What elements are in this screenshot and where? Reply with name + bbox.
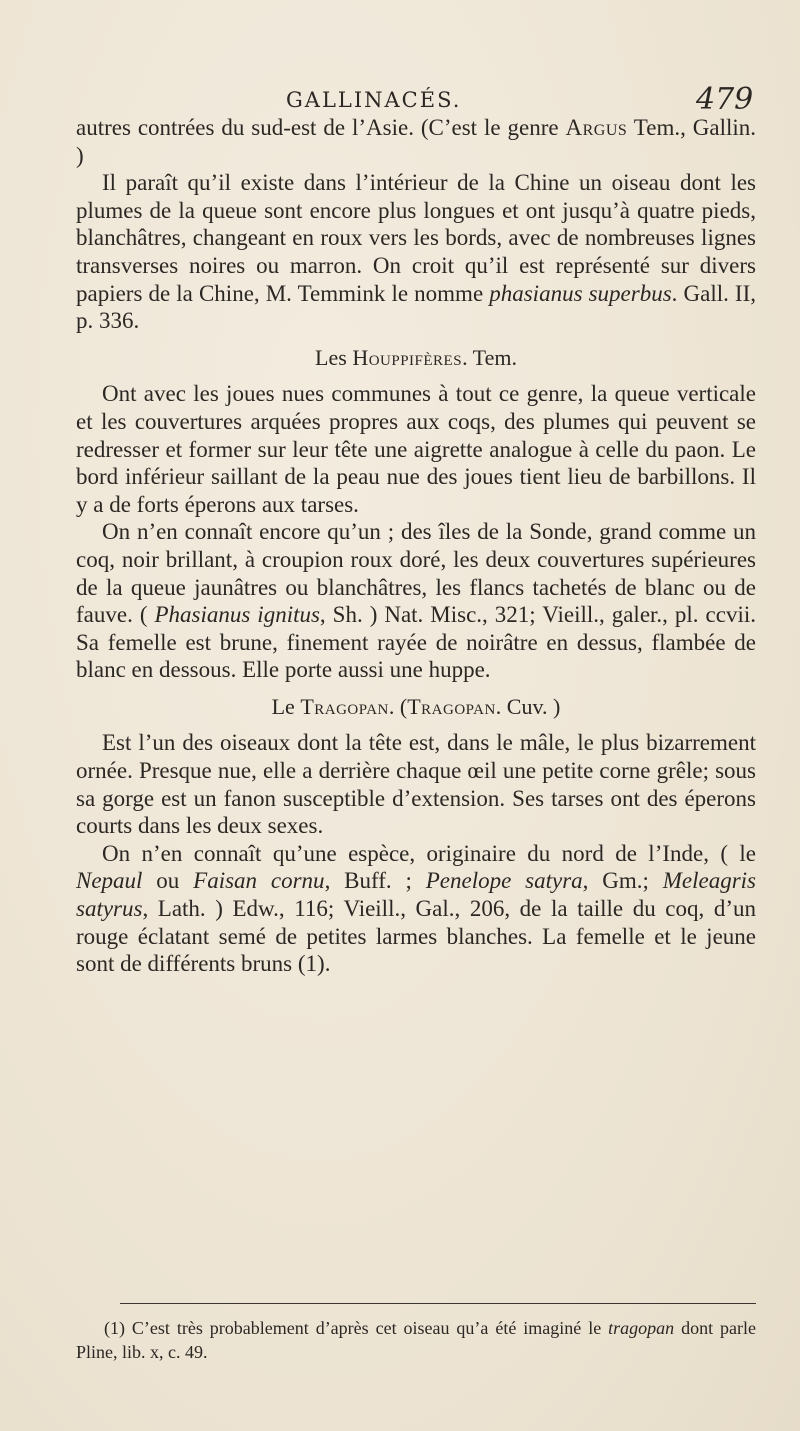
- footnote: (1) C’est très probablement d’après cet oiseau qu’a été imaginé le tragopan dont parle Pline, lib. x, c. 49.: [76, 1318, 756, 1362]
- species-name: phasianus superbus: [489, 280, 672, 306]
- paragraph-houppiferes-description: Ont avec les joues nues communes à tout ce genre, la queue verticale et les couvertures arquées propres aux coqs, des plumes qui peuvent se redresser et former sur leur tête une aigrette analogue à celle du paon. Le bord inférieur saillant de la peau nue des joues tient lieu de barbillons. Il y a de forts éperons aux tarses.: [76, 381, 756, 517]
- paragraph-phasianus-ignitus: On n’en connaît encore qu’un ; des îles de la Sonde, grand comme un coq, noir brillant, à croupion roux doré, les deux couvertures supérieures de la queue jaunâtres ou blanchâtres, les flancs tachetés de blanc ou de fauve. ( Phasianus ignitus, Sh. ) Nat. Misc., 321; Vieill., galer., pl. ccvii. Sa femelle est brune, finement rayée de noirâtre en dessus, flambée de blanc en dessous. Elle porte aussi une huppe.: [76, 519, 756, 683]
- paragraph-phasianus-superbus: Il paraît qu’il existe dans l’intérieur de la Chine un oiseau dont les plumes de la queue sont encore plus longues et ont jusqu’à quatre pieds, blanchâtres, changeant en roux vers les bords, avec de nombreuses lignes transverses noires ou marron. On croit qu’il est représenté sur divers papiers de la Chine, M. Temmink le nomme phasianus superbus. Gall. II, p. 336.: [76, 170, 756, 334]
- paragraph-tragopan-description: Est l’un des oiseaux dont la tête est, dans le mâle, le plus bizarrement ornée. Presque nue, elle a derrière chaque œil une petite corne grêle; sous sa gorge est un fanon susceptible d’extension. Ses tarses ont des éperons courts dans les deux sexes.: [76, 730, 756, 839]
- section-heading-houppiferes: Les Houppifères. Tem.: [315, 344, 517, 370]
- section-heading-tragopan: Le Tragopan. (Tragopan. Cuv. ): [271, 693, 561, 719]
- paragraph-tragopan-species: On n’en connaît qu’une espèce, originaire du nord de l’Inde, ( le Nepaul ou Faisan cornu, Buff. ; Penelope satyra, Gm.; Meleagris satyrus, Lath. ) Edw., 116; Vieill., Gal., 206, de la taille du coq, d’un rouge éclatant semé de petites larmes blanches. La femelle et le jeune sont de différents bruns (1).: [76, 840, 757, 977]
- species-name: Phasianus ignitus: [154, 602, 320, 628]
- paragraph-argus-continuation: autres contrées du sud-est de l’Asie. (C’est le genre Argus Tem., Gallin. ): [76, 115, 756, 168]
- running-head: GALLINACÉS.: [286, 88, 462, 112]
- footnote-rule: [120, 1303, 756, 1304]
- page-number: 479: [696, 82, 754, 117]
- main-text: [76, 114, 756, 978]
- genus-argus: Argus: [565, 115, 628, 140]
